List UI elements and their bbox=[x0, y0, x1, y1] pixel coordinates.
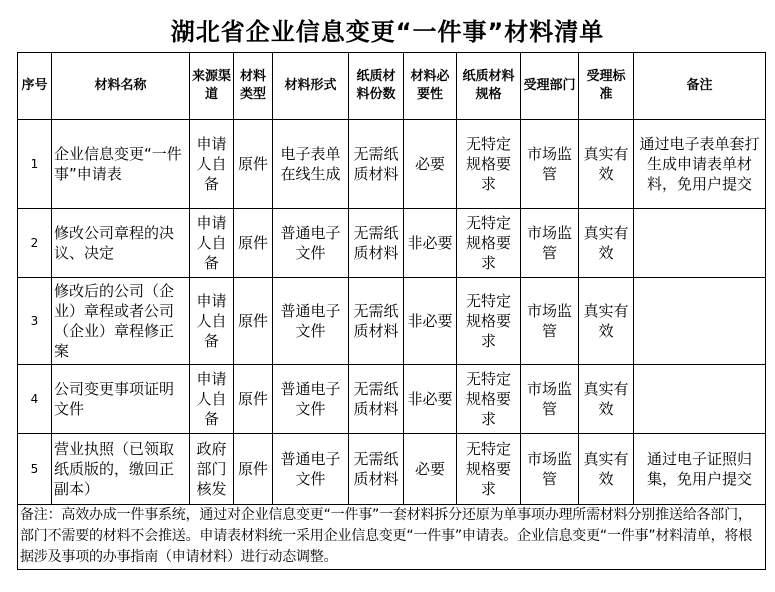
header-necessity: 材料必要性 bbox=[404, 53, 457, 120]
cell-department: 市场监管 bbox=[521, 209, 579, 278]
cell-source: 政府部门核发 bbox=[190, 434, 234, 505]
cell-remark bbox=[634, 209, 766, 278]
cell-department: 市场监管 bbox=[521, 365, 579, 434]
cell-source: 申请人自备 bbox=[190, 209, 234, 278]
cell-paper-spec: 无特定规格要求 bbox=[457, 209, 521, 278]
cell-necessity: 非必要 bbox=[404, 209, 457, 278]
cell-source: 申请人自备 bbox=[190, 278, 234, 365]
cell-source: 申请人自备 bbox=[190, 120, 234, 209]
cell-type: 原件 bbox=[234, 120, 273, 209]
cell-necessity: 必要 bbox=[404, 120, 457, 209]
table-row bbox=[18, 120, 766, 209]
cell-necessity: 非必要 bbox=[404, 365, 457, 434]
cell-remark bbox=[634, 278, 766, 365]
cell-seq: 1 bbox=[18, 120, 52, 209]
materials-table bbox=[17, 52, 766, 570]
header-form: 材料形式 bbox=[273, 53, 349, 120]
cell-type: 原件 bbox=[234, 278, 273, 365]
header-remark: 备注 bbox=[634, 53, 766, 120]
cell-paper-copies: 无需纸质材料 bbox=[349, 120, 404, 209]
cell-name: 营业执照（已领取纸质版的，缴回正副本） bbox=[52, 434, 190, 505]
table-note: 备注：高效办成一件事系统，通过对企业信息变更“一件事”一套材料拆分还原为单事项办理所需材料分别推送给各部门，部门不需要的材料不会推送。申请表材料统一采用企业信息变更“一件事”申请表。企业信息变更“一件事”材料清单，将根据涉及事项的办事指南（申请材料）进行动态调整。 bbox=[18, 505, 766, 570]
table-header-row bbox=[18, 53, 766, 120]
cell-type: 原件 bbox=[234, 365, 273, 434]
cell-paper-spec: 无特定规格要求 bbox=[457, 278, 521, 365]
cell-standard: 真实有效 bbox=[579, 278, 634, 365]
cell-seq: 5 bbox=[18, 434, 52, 505]
header-paper-copies: 纸质材料份数 bbox=[349, 53, 404, 120]
cell-seq: 2 bbox=[18, 209, 52, 278]
cell-type: 原件 bbox=[234, 209, 273, 278]
header-standard: 受理标准 bbox=[579, 53, 634, 120]
cell-form: 普通电子文件 bbox=[273, 365, 349, 434]
cell-seq: 4 bbox=[18, 365, 52, 434]
page-title: 湖北省企业信息变更“一件事”材料清单 bbox=[170, 18, 605, 46]
cell-paper-spec: 无特定规格要求 bbox=[457, 365, 521, 434]
cell-paper-copies: 无需纸质材料 bbox=[349, 434, 404, 505]
cell-department: 市场监管 bbox=[521, 434, 579, 505]
header-seq: 序号 bbox=[18, 53, 52, 120]
cell-paper-copies: 无需纸质材料 bbox=[349, 278, 404, 365]
cell-form: 普通电子文件 bbox=[273, 278, 349, 365]
header-department: 受理部门 bbox=[521, 53, 579, 120]
header-name: 材料名称 bbox=[52, 53, 190, 120]
cell-remark: 通过电子证照归集，免用户提交 bbox=[634, 434, 766, 505]
cell-standard: 真实有效 bbox=[579, 365, 634, 434]
table-row bbox=[18, 365, 766, 434]
cell-name: 修改后的公司（企业）章程或者公司（企业）章程修正案 bbox=[52, 278, 190, 365]
cell-standard: 真实有效 bbox=[579, 209, 634, 278]
cell-form: 电子表单在线生成 bbox=[273, 120, 349, 209]
cell-remark: 通过电子表单套打生成申请表单材料，免用户提交 bbox=[634, 120, 766, 209]
cell-standard: 真实有效 bbox=[579, 120, 634, 209]
cell-department: 市场监管 bbox=[521, 120, 579, 209]
table-row bbox=[18, 209, 766, 278]
cell-necessity: 必要 bbox=[404, 434, 457, 505]
cell-standard: 真实有效 bbox=[579, 434, 634, 505]
header-paper-spec: 纸质材料规格 bbox=[457, 53, 521, 120]
cell-form: 普通电子文件 bbox=[273, 434, 349, 505]
cell-seq: 3 bbox=[18, 278, 52, 365]
header-type: 材料类型 bbox=[234, 53, 273, 120]
cell-source: 申请人自备 bbox=[190, 365, 234, 434]
cell-name: 修改公司章程的决议、决定 bbox=[52, 209, 190, 278]
cell-type: 原件 bbox=[234, 434, 273, 505]
cell-remark bbox=[634, 365, 766, 434]
cell-form: 普通电子文件 bbox=[273, 209, 349, 278]
cell-paper-spec: 无特定规格要求 bbox=[457, 120, 521, 209]
cell-department: 市场监管 bbox=[521, 278, 579, 365]
table-note-row bbox=[18, 505, 766, 570]
table-row bbox=[18, 434, 766, 505]
cell-paper-copies: 无需纸质材料 bbox=[349, 365, 404, 434]
cell-necessity: 非必要 bbox=[404, 278, 457, 365]
cell-paper-spec: 无特定规格要求 bbox=[457, 434, 521, 505]
cell-name: 企业信息变更“一件事”申请表 bbox=[52, 120, 190, 209]
header-source: 来源渠道 bbox=[190, 53, 234, 120]
cell-paper-copies: 无需纸质材料 bbox=[349, 209, 404, 278]
table-row bbox=[18, 278, 766, 365]
cell-name: 公司变更事项证明文件 bbox=[52, 365, 190, 434]
